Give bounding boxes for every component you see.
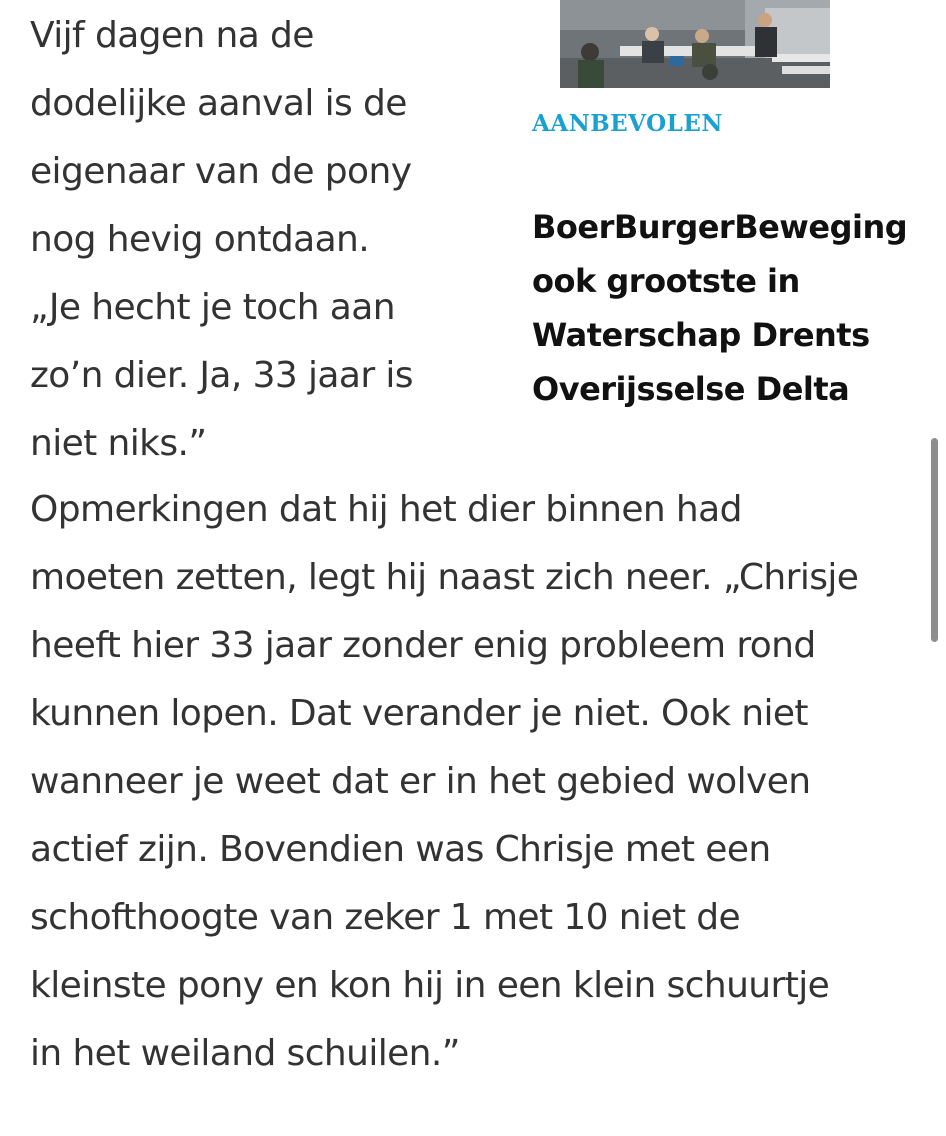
meeting-room-photo <box>560 0 830 88</box>
scrollbar-thumb[interactable] <box>931 438 938 642</box>
intro-line: dodelijke aanval is de <box>30 83 407 124</box>
body-line: Opmerkingen dat hij het dier binnen had <box>30 489 742 530</box>
recommended-title-line: Waterschap Drents <box>532 316 870 354</box>
body-line: heeft hier 33 jaar zonder enig probleem rond <box>30 625 816 666</box>
intro-line: niet niks.” <box>30 423 207 464</box>
article-intro <box>30 0 500 478</box>
recommended-article-title[interactable] <box>532 200 928 416</box>
body-line: wanneer je weet dat er in het gebied wolven <box>30 761 811 802</box>
body-line: moeten zetten, legt hij naast zich neer. „Chrisje <box>30 557 859 598</box>
body-line: in het weiland schuilen.” <box>30 1033 460 1074</box>
body-line: kunnen lopen. Dat verander je niet. Ook niet <box>30 693 808 734</box>
body-line: schofthoogte van zeker 1 met 10 niet de <box>30 897 741 938</box>
intro-line: Vijf dagen na de <box>30 15 314 56</box>
recommended-label: AANBEVOLEN <box>532 110 723 137</box>
recommended-title-line: Overijsselse Delta <box>532 370 850 408</box>
body-line: kleinste pony en kon hij in een klein schuurtje <box>30 965 830 1006</box>
intro-line: nog hevig ontdaan. <box>30 219 370 260</box>
intro-line: „Je hecht je toch aan <box>30 287 395 328</box>
recommended-article-photo[interactable] <box>560 0 830 88</box>
recommended-title-line: ook grootste in <box>532 262 800 300</box>
intro-line: zo’n dier. Ja, 33 jaar is <box>30 355 413 396</box>
article-body-paragraph <box>30 476 920 1088</box>
intro-line: eigenaar van de pony <box>30 151 412 192</box>
body-line: actief zijn. Bovendien was Chrisje met een <box>30 829 771 870</box>
recommended-title-line: BoerBurgerBeweging <box>532 208 908 246</box>
